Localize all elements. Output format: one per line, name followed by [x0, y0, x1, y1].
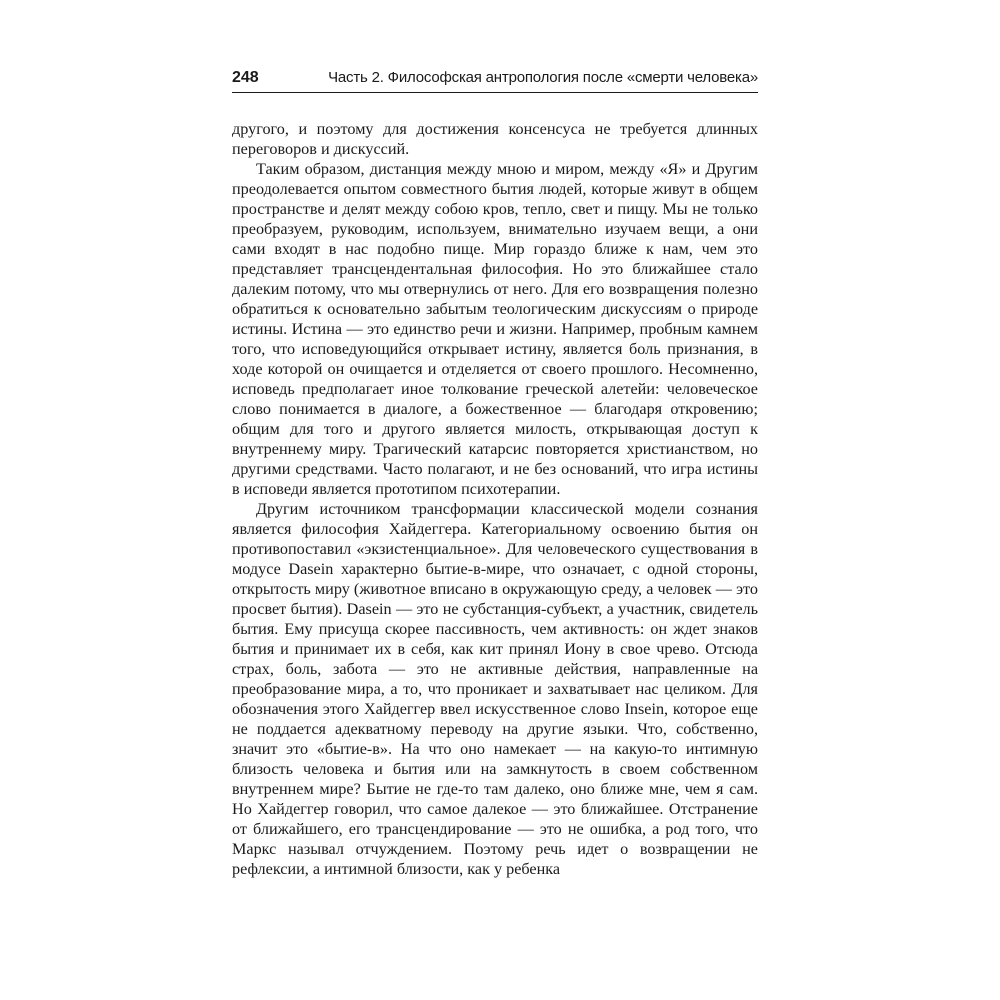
- running-head: [232, 68, 758, 93]
- book-page: [232, 68, 758, 879]
- paragraph-continued: другого, и поэтому для достижения консенсуса не требуется длинных переговоров и дискуссий.: [232, 120, 758, 158]
- body-text: [232, 119, 758, 879]
- running-title: Часть 2. Философская антропология после «смерти человека»: [328, 69, 758, 86]
- paragraph: Другим источником трансформации классической модели сознания является философия Хайдеггера. Категориальному освоению бытия он противопоставил «экзистенциальное». Для человеческого существования в модусе Dasein характерно бытие-в-мире, что означает, с одной стороны, открытость миру (животное вписано в окружающую среду, а человек — это просвет бытия). Dasein — это не субстанция-субъект, а участник, свидетель бытия. Ему присуща скорее пассивность, чем активность: он ждет знаков бытия и принимает их в себя, как кит принял Иону в свое чрево. Отсюда страх, боль, забота — это не активные действия, направленные на преобразование мира, а то, что проникает и захватывает нас целиком. Для обозначения этого Хайдеггер ввел искусственное слово Insein, которое еще не поддается адекватному переводу на другие языки. Что, собственно, значит это «бытие-в». На что оно намекает — на какую-то интимную близость человека и бытия или на замкнутость в своем собственном внутреннем мире? Бытие не где-то там далеко, оно ближе мне, чем я сам. Но Хайдеггер говорил, что самое далекое — это ближайшее. Отстранение от ближайшего, его трансцендирование — это не ошибка, а род того, что Маркс называл отчуждением. Поэтому речь идет о возвращении не рефлексии, а интимной близости, как у ребенка: [232, 500, 758, 878]
- paragraph: Таким образом, дистанция между мною и миром, между «Я» и Другим преодолевается опытом совместного бытия людей, которые живут в общем пространстве и делят между собою кров, тепло, свет и пищу. Мы не только преобразуем, руководим, используем, внимательно изучаем вещи, а они сами входят в нас подобно пище. Мир гораздо ближе к нам, чем это представляет трансцендентальная философия. Но это ближайшее стало далеким потому, что мы отвернулись от него. Для его возвращения полезно обратиться к основательно забытым теологическим дискуссиям о природе истины. Истина — это единство речи и жизни. Например, пробным камнем того, что исповедующийся открывает истину, является боль признания, в ходе которой он очищается и отделяется от своего прошлого. Несомненно, исповедь предполагает иное толкование греческой алетейи: человеческое слово понимается в диалоге, а божественное — благодаря откровению; общим для того и другого является милость, открывающая доступ к внутреннему миру. Трагический катарсис повторяется христианством, но другими средствами. Часто полагают, и не без оснований, что игра истины в исповеди является прототипом психотерапии.: [232, 160, 758, 498]
- page-number: 248: [232, 69, 259, 86]
